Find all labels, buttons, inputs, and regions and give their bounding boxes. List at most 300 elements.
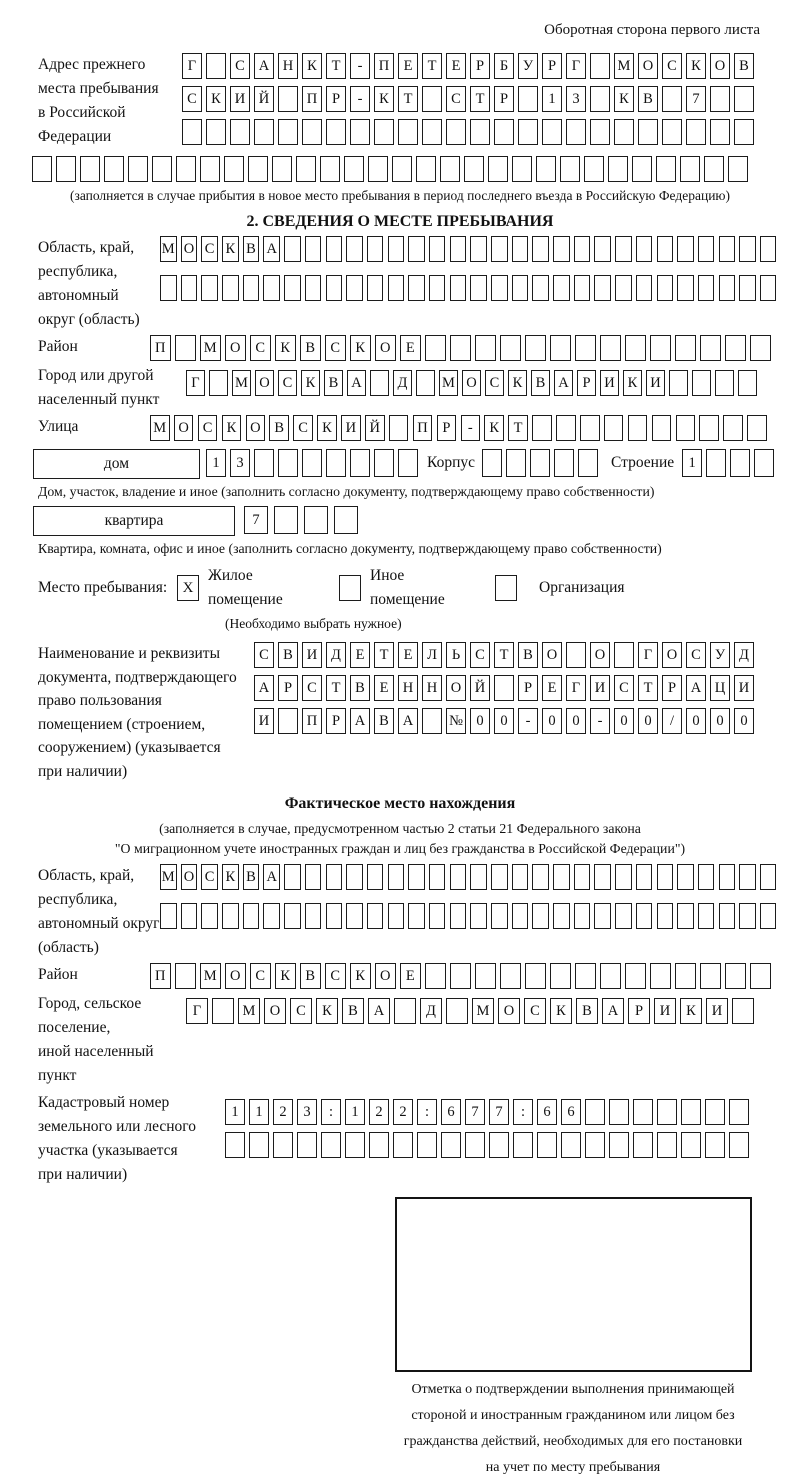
char-cell[interactable]: В (531, 370, 550, 396)
char-cell[interactable]: И (654, 998, 676, 1024)
char-cell[interactable]: М (200, 963, 221, 989)
char-cell[interactable]: С (230, 53, 250, 79)
char-cell[interactable] (738, 370, 757, 396)
char-cell[interactable]: К (350, 335, 371, 361)
char-cell[interactable] (662, 119, 682, 145)
char-cell[interactable]: В (324, 370, 343, 396)
char-cell[interactable]: - (350, 86, 370, 112)
char-cell[interactable] (590, 119, 610, 145)
char-cell[interactable]: А (254, 53, 274, 79)
char-cell[interactable]: С (278, 370, 297, 396)
checkbox-organization[interactable] (495, 575, 517, 601)
char-cell[interactable] (128, 156, 148, 182)
char-cell[interactable] (518, 86, 538, 112)
char-cell[interactable] (388, 903, 405, 929)
char-cell[interactable] (657, 1099, 677, 1125)
char-cell[interactable] (532, 236, 549, 262)
char-cell[interactable]: М (614, 53, 634, 79)
char-cell[interactable]: Д (326, 642, 346, 668)
char-cell[interactable]: П (413, 415, 433, 441)
char-cell[interactable]: И (706, 998, 728, 1024)
char-cell[interactable]: 0 (542, 708, 562, 734)
char-cell[interactable]: М (150, 415, 170, 441)
char-cell[interactable]: С (250, 335, 271, 361)
char-cell[interactable]: М (232, 370, 251, 396)
char-cell[interactable] (636, 275, 653, 301)
char-cell[interactable] (425, 963, 446, 989)
char-cell[interactable]: О (174, 415, 194, 441)
char-cell[interactable]: Г (182, 53, 202, 79)
char-cell[interactable] (488, 156, 508, 182)
char-cell[interactable] (525, 963, 546, 989)
char-cell[interactable]: 6 (537, 1099, 557, 1125)
char-cell[interactable] (450, 236, 467, 262)
char-cell[interactable]: О (264, 998, 286, 1024)
char-cell[interactable]: 7 (244, 506, 268, 534)
char-cell[interactable]: Г (186, 370, 205, 396)
char-cell[interactable] (346, 236, 363, 262)
char-cell[interactable] (175, 335, 196, 361)
char-cell[interactable] (408, 236, 425, 262)
char-cell[interactable]: К (275, 335, 296, 361)
char-cell[interactable] (370, 370, 389, 396)
char-cell[interactable]: С (524, 998, 546, 1024)
char-cell[interactable] (389, 415, 409, 441)
char-cell[interactable]: Г (566, 675, 586, 701)
char-cell[interactable] (450, 335, 471, 361)
char-cell[interactable]: 1 (249, 1099, 269, 1125)
char-cell[interactable] (222, 275, 239, 301)
char-cell[interactable] (699, 415, 719, 441)
char-cell[interactable]: Т (326, 675, 346, 701)
char-cell[interactable] (530, 449, 550, 477)
char-cell[interactable] (657, 903, 674, 929)
char-cell[interactable]: К (302, 53, 322, 79)
char-cell[interactable] (491, 864, 508, 890)
char-cell[interactable] (320, 156, 340, 182)
char-cell[interactable] (657, 1132, 677, 1158)
char-cell[interactable] (494, 675, 514, 701)
char-cell[interactable] (692, 370, 711, 396)
char-cell[interactable] (491, 903, 508, 929)
char-cell[interactable] (532, 903, 549, 929)
char-cell[interactable] (284, 275, 301, 301)
char-cell[interactable]: О (375, 335, 396, 361)
char-cell[interactable] (482, 449, 502, 477)
char-cell[interactable] (394, 998, 416, 1024)
char-cell[interactable] (518, 119, 538, 145)
char-cell[interactable] (536, 156, 556, 182)
char-cell[interactable] (754, 449, 774, 477)
char-cell[interactable] (470, 275, 487, 301)
char-cell[interactable] (704, 156, 724, 182)
char-cell[interactable] (574, 236, 591, 262)
char-cell[interactable] (698, 236, 715, 262)
char-cell[interactable] (675, 963, 696, 989)
char-cell[interactable]: - (518, 708, 538, 734)
char-cell[interactable] (656, 156, 676, 182)
char-cell[interactable]: - (350, 53, 370, 79)
char-cell[interactable] (254, 119, 274, 145)
char-cell[interactable]: В (300, 335, 321, 361)
char-cell[interactable] (585, 1132, 605, 1158)
char-cell[interactable]: Р (326, 708, 346, 734)
char-cell[interactable] (561, 1132, 581, 1158)
char-cell[interactable] (734, 86, 754, 112)
char-cell[interactable]: Г (186, 998, 208, 1024)
char-cell[interactable]: Р (494, 86, 514, 112)
char-cell[interactable] (676, 415, 696, 441)
char-cell[interactable]: Р (577, 370, 596, 396)
char-cell[interactable] (284, 864, 301, 890)
char-cell[interactable] (181, 903, 198, 929)
char-cell[interactable] (470, 236, 487, 262)
char-cell[interactable] (249, 1132, 269, 1158)
char-cell[interactable]: К (550, 998, 572, 1024)
char-cell[interactable]: А (347, 370, 366, 396)
char-cell[interactable] (160, 903, 177, 929)
char-cell[interactable] (491, 236, 508, 262)
char-cell[interactable]: Д (393, 370, 412, 396)
char-cell[interactable]: О (542, 642, 562, 668)
char-cell[interactable] (422, 119, 442, 145)
char-cell[interactable]: Р (326, 86, 346, 112)
char-cell[interactable]: Т (422, 53, 442, 79)
char-cell[interactable]: 7 (465, 1099, 485, 1125)
char-cell[interactable] (728, 156, 748, 182)
char-cell[interactable]: : (417, 1099, 437, 1125)
char-cell[interactable]: 3 (566, 86, 586, 112)
char-cell[interactable]: Н (422, 675, 442, 701)
char-cell[interactable] (512, 864, 529, 890)
char-cell[interactable]: А (254, 675, 274, 701)
char-cell[interactable] (274, 506, 298, 534)
char-cell[interactable] (278, 708, 298, 734)
char-cell[interactable] (248, 156, 268, 182)
char-cell[interactable]: Р (628, 998, 650, 1024)
char-cell[interactable] (590, 86, 610, 112)
char-cell[interactable] (450, 275, 467, 301)
char-cell[interactable] (698, 275, 715, 301)
char-cell[interactable] (700, 335, 721, 361)
char-cell[interactable]: М (160, 236, 177, 262)
char-cell[interactable] (408, 275, 425, 301)
char-cell[interactable] (760, 903, 777, 929)
char-cell[interactable]: Т (470, 86, 490, 112)
char-cell[interactable] (429, 275, 446, 301)
char-cell[interactable] (374, 449, 394, 477)
char-cell[interactable] (615, 903, 632, 929)
char-cell[interactable] (297, 1132, 317, 1158)
char-cell[interactable] (491, 275, 508, 301)
char-cell[interactable]: И (302, 642, 322, 668)
char-cell[interactable]: Р (470, 53, 490, 79)
char-cell[interactable] (614, 642, 634, 668)
char-cell[interactable]: С (614, 675, 634, 701)
char-cell[interactable] (367, 275, 384, 301)
char-cell[interactable] (513, 1132, 533, 1158)
char-cell[interactable]: К (206, 86, 226, 112)
char-cell[interactable] (367, 236, 384, 262)
char-cell[interactable] (200, 156, 220, 182)
char-cell[interactable] (278, 119, 298, 145)
char-cell[interactable] (677, 275, 694, 301)
char-cell[interactable] (206, 119, 226, 145)
char-cell[interactable] (278, 86, 298, 112)
char-cell[interactable]: Г (638, 642, 658, 668)
char-cell[interactable]: А (686, 675, 706, 701)
char-cell[interactable] (429, 903, 446, 929)
char-cell[interactable]: Т (326, 53, 346, 79)
char-cell[interactable] (408, 903, 425, 929)
char-cell[interactable] (739, 864, 756, 890)
char-cell[interactable] (326, 236, 343, 262)
char-cell[interactable] (650, 963, 671, 989)
char-cell[interactable]: И (341, 415, 361, 441)
char-cell[interactable]: О (662, 642, 682, 668)
char-cell[interactable]: Р (542, 53, 562, 79)
char-cell[interactable]: А (554, 370, 573, 396)
char-cell[interactable]: В (243, 864, 260, 890)
char-cell[interactable] (675, 335, 696, 361)
char-cell[interactable] (553, 903, 570, 929)
char-cell[interactable] (429, 864, 446, 890)
char-cell[interactable] (304, 506, 328, 534)
char-cell[interactable] (254, 449, 274, 477)
char-cell[interactable] (494, 119, 514, 145)
char-cell[interactable]: П (150, 963, 171, 989)
char-cell[interactable] (326, 903, 343, 929)
char-cell[interactable] (367, 903, 384, 929)
char-cell[interactable]: С (250, 963, 271, 989)
char-cell[interactable]: 0 (614, 708, 634, 734)
char-cell[interactable] (553, 275, 570, 301)
char-cell[interactable] (416, 156, 436, 182)
char-cell[interactable] (465, 1132, 485, 1158)
char-cell[interactable] (475, 963, 496, 989)
char-cell[interactable] (305, 236, 322, 262)
char-cell[interactable]: Е (400, 335, 421, 361)
char-cell[interactable] (305, 903, 322, 929)
char-cell[interactable]: Д (420, 998, 442, 1024)
char-cell[interactable] (677, 236, 694, 262)
char-cell[interactable]: А (263, 236, 280, 262)
char-cell[interactable] (734, 119, 754, 145)
char-cell[interactable] (181, 275, 198, 301)
char-cell[interactable] (284, 903, 301, 929)
char-cell[interactable]: М (160, 864, 177, 890)
char-cell[interactable] (222, 903, 239, 929)
char-cell[interactable]: 1 (345, 1099, 365, 1125)
char-cell[interactable]: К (275, 963, 296, 989)
char-cell[interactable]: Т (508, 415, 528, 441)
char-cell[interactable] (104, 156, 124, 182)
char-cell[interactable]: С (470, 642, 490, 668)
char-cell[interactable] (450, 903, 467, 929)
char-cell[interactable] (615, 275, 632, 301)
char-cell[interactable]: С (182, 86, 202, 112)
char-cell[interactable]: Е (350, 642, 370, 668)
char-cell[interactable] (575, 963, 596, 989)
char-cell[interactable]: Д (734, 642, 754, 668)
char-cell[interactable]: В (576, 998, 598, 1024)
char-cell[interactable]: С (686, 642, 706, 668)
char-cell[interactable] (739, 903, 756, 929)
char-cell[interactable] (350, 449, 370, 477)
char-cell[interactable]: Л (422, 642, 442, 668)
char-cell[interactable] (625, 335, 646, 361)
char-cell[interactable]: 0 (566, 708, 586, 734)
char-cell[interactable] (730, 449, 750, 477)
char-cell[interactable] (760, 236, 777, 262)
char-cell[interactable]: К (222, 415, 242, 441)
char-cell[interactable]: А (368, 998, 390, 1024)
char-cell[interactable] (760, 864, 777, 890)
char-cell[interactable]: О (710, 53, 730, 79)
char-cell[interactable] (450, 963, 471, 989)
char-cell[interactable] (345, 1132, 365, 1158)
char-cell[interactable]: С (325, 963, 346, 989)
char-cell[interactable] (243, 275, 260, 301)
char-cell[interactable] (272, 156, 292, 182)
char-cell[interactable] (344, 156, 364, 182)
char-cell[interactable]: Г (566, 53, 586, 79)
char-cell[interactable] (604, 415, 624, 441)
char-cell[interactable] (176, 156, 196, 182)
char-cell[interactable]: В (300, 963, 321, 989)
char-cell[interactable]: К (508, 370, 527, 396)
char-cell[interactable] (633, 1099, 653, 1125)
char-cell[interactable] (594, 864, 611, 890)
char-cell[interactable]: П (302, 708, 322, 734)
char-cell[interactable] (212, 998, 234, 1024)
char-cell[interactable]: 3 (230, 449, 250, 477)
char-cell[interactable]: А (263, 864, 280, 890)
char-cell[interactable] (350, 119, 370, 145)
checkbox-other-premises[interactable] (339, 575, 361, 601)
char-cell[interactable] (669, 370, 688, 396)
char-cell[interactable] (201, 903, 218, 929)
char-cell[interactable]: М (439, 370, 458, 396)
char-cell[interactable] (657, 236, 674, 262)
char-cell[interactable]: М (472, 998, 494, 1024)
char-cell[interactable]: С (446, 86, 466, 112)
char-cell[interactable] (450, 864, 467, 890)
char-cell[interactable]: Н (278, 53, 298, 79)
char-cell[interactable]: - (461, 415, 481, 441)
char-cell[interactable] (263, 275, 280, 301)
char-cell[interactable] (512, 903, 529, 929)
char-cell[interactable] (346, 864, 363, 890)
char-cell[interactable] (556, 415, 576, 441)
char-cell[interactable]: Й (470, 675, 490, 701)
char-cell[interactable]: В (278, 642, 298, 668)
char-cell[interactable] (633, 1132, 653, 1158)
char-cell[interactable] (628, 415, 648, 441)
char-cell[interactable]: С (662, 53, 682, 79)
char-cell[interactable]: О (181, 864, 198, 890)
char-cell[interactable] (575, 335, 596, 361)
char-cell[interactable]: Й (365, 415, 385, 441)
char-cell[interactable]: П (374, 53, 394, 79)
char-cell[interactable] (553, 236, 570, 262)
char-cell[interactable]: Е (374, 675, 394, 701)
char-cell[interactable] (636, 903, 653, 929)
char-cell[interactable] (750, 963, 771, 989)
char-cell[interactable]: С (254, 642, 274, 668)
char-cell[interactable] (681, 1132, 701, 1158)
char-cell[interactable] (615, 236, 632, 262)
char-cell[interactable] (160, 275, 177, 301)
char-cell[interactable] (273, 1132, 293, 1158)
char-cell[interactable] (636, 236, 653, 262)
char-cell[interactable] (500, 963, 521, 989)
char-cell[interactable] (500, 335, 521, 361)
char-cell[interactable]: 6 (561, 1099, 581, 1125)
char-cell[interactable]: 1 (206, 449, 226, 477)
char-cell[interactable] (326, 275, 343, 301)
char-cell[interactable]: К (317, 415, 337, 441)
char-cell[interactable]: : (321, 1099, 341, 1125)
char-cell[interactable]: И (590, 675, 610, 701)
char-cell[interactable]: 0 (638, 708, 658, 734)
char-cell[interactable] (632, 156, 652, 182)
char-cell[interactable] (182, 119, 202, 145)
char-cell[interactable]: Е (446, 53, 466, 79)
char-cell[interactable]: 0 (494, 708, 514, 734)
char-cell[interactable] (388, 236, 405, 262)
char-cell[interactable] (506, 449, 526, 477)
char-cell[interactable]: И (254, 708, 274, 734)
char-cell[interactable]: В (518, 642, 538, 668)
char-cell[interactable] (553, 864, 570, 890)
char-cell[interactable]: К (614, 86, 634, 112)
char-cell[interactable] (425, 335, 446, 361)
char-cell[interactable]: С (293, 415, 313, 441)
char-cell[interactable]: 1 (682, 449, 702, 477)
char-cell[interactable] (580, 415, 600, 441)
char-cell[interactable] (578, 449, 598, 477)
char-cell[interactable]: О (462, 370, 481, 396)
char-cell[interactable] (537, 1132, 557, 1158)
char-cell[interactable] (700, 963, 721, 989)
char-cell[interactable] (225, 1132, 245, 1158)
char-cell[interactable] (662, 86, 682, 112)
char-cell[interactable] (594, 275, 611, 301)
char-cell[interactable]: 1 (542, 86, 562, 112)
char-cell[interactable] (719, 864, 736, 890)
char-cell[interactable] (608, 156, 628, 182)
char-cell[interactable]: К (623, 370, 642, 396)
char-cell[interactable] (441, 1132, 461, 1158)
char-cell[interactable] (585, 1099, 605, 1125)
checkbox-residential[interactable]: X (177, 575, 199, 601)
char-cell[interactable]: О (590, 642, 610, 668)
char-cell[interactable] (609, 1132, 629, 1158)
char-cell[interactable] (416, 370, 435, 396)
char-cell[interactable] (175, 963, 196, 989)
char-cell[interactable]: № (446, 708, 466, 734)
char-cell[interactable] (615, 864, 632, 890)
char-cell[interactable] (224, 156, 244, 182)
char-cell[interactable]: О (225, 335, 246, 361)
char-cell[interactable]: К (484, 415, 504, 441)
char-cell[interactable] (429, 236, 446, 262)
char-cell[interactable]: Т (638, 675, 658, 701)
char-cell[interactable]: О (255, 370, 274, 396)
char-cell[interactable] (206, 53, 226, 79)
char-cell[interactable] (554, 449, 574, 477)
